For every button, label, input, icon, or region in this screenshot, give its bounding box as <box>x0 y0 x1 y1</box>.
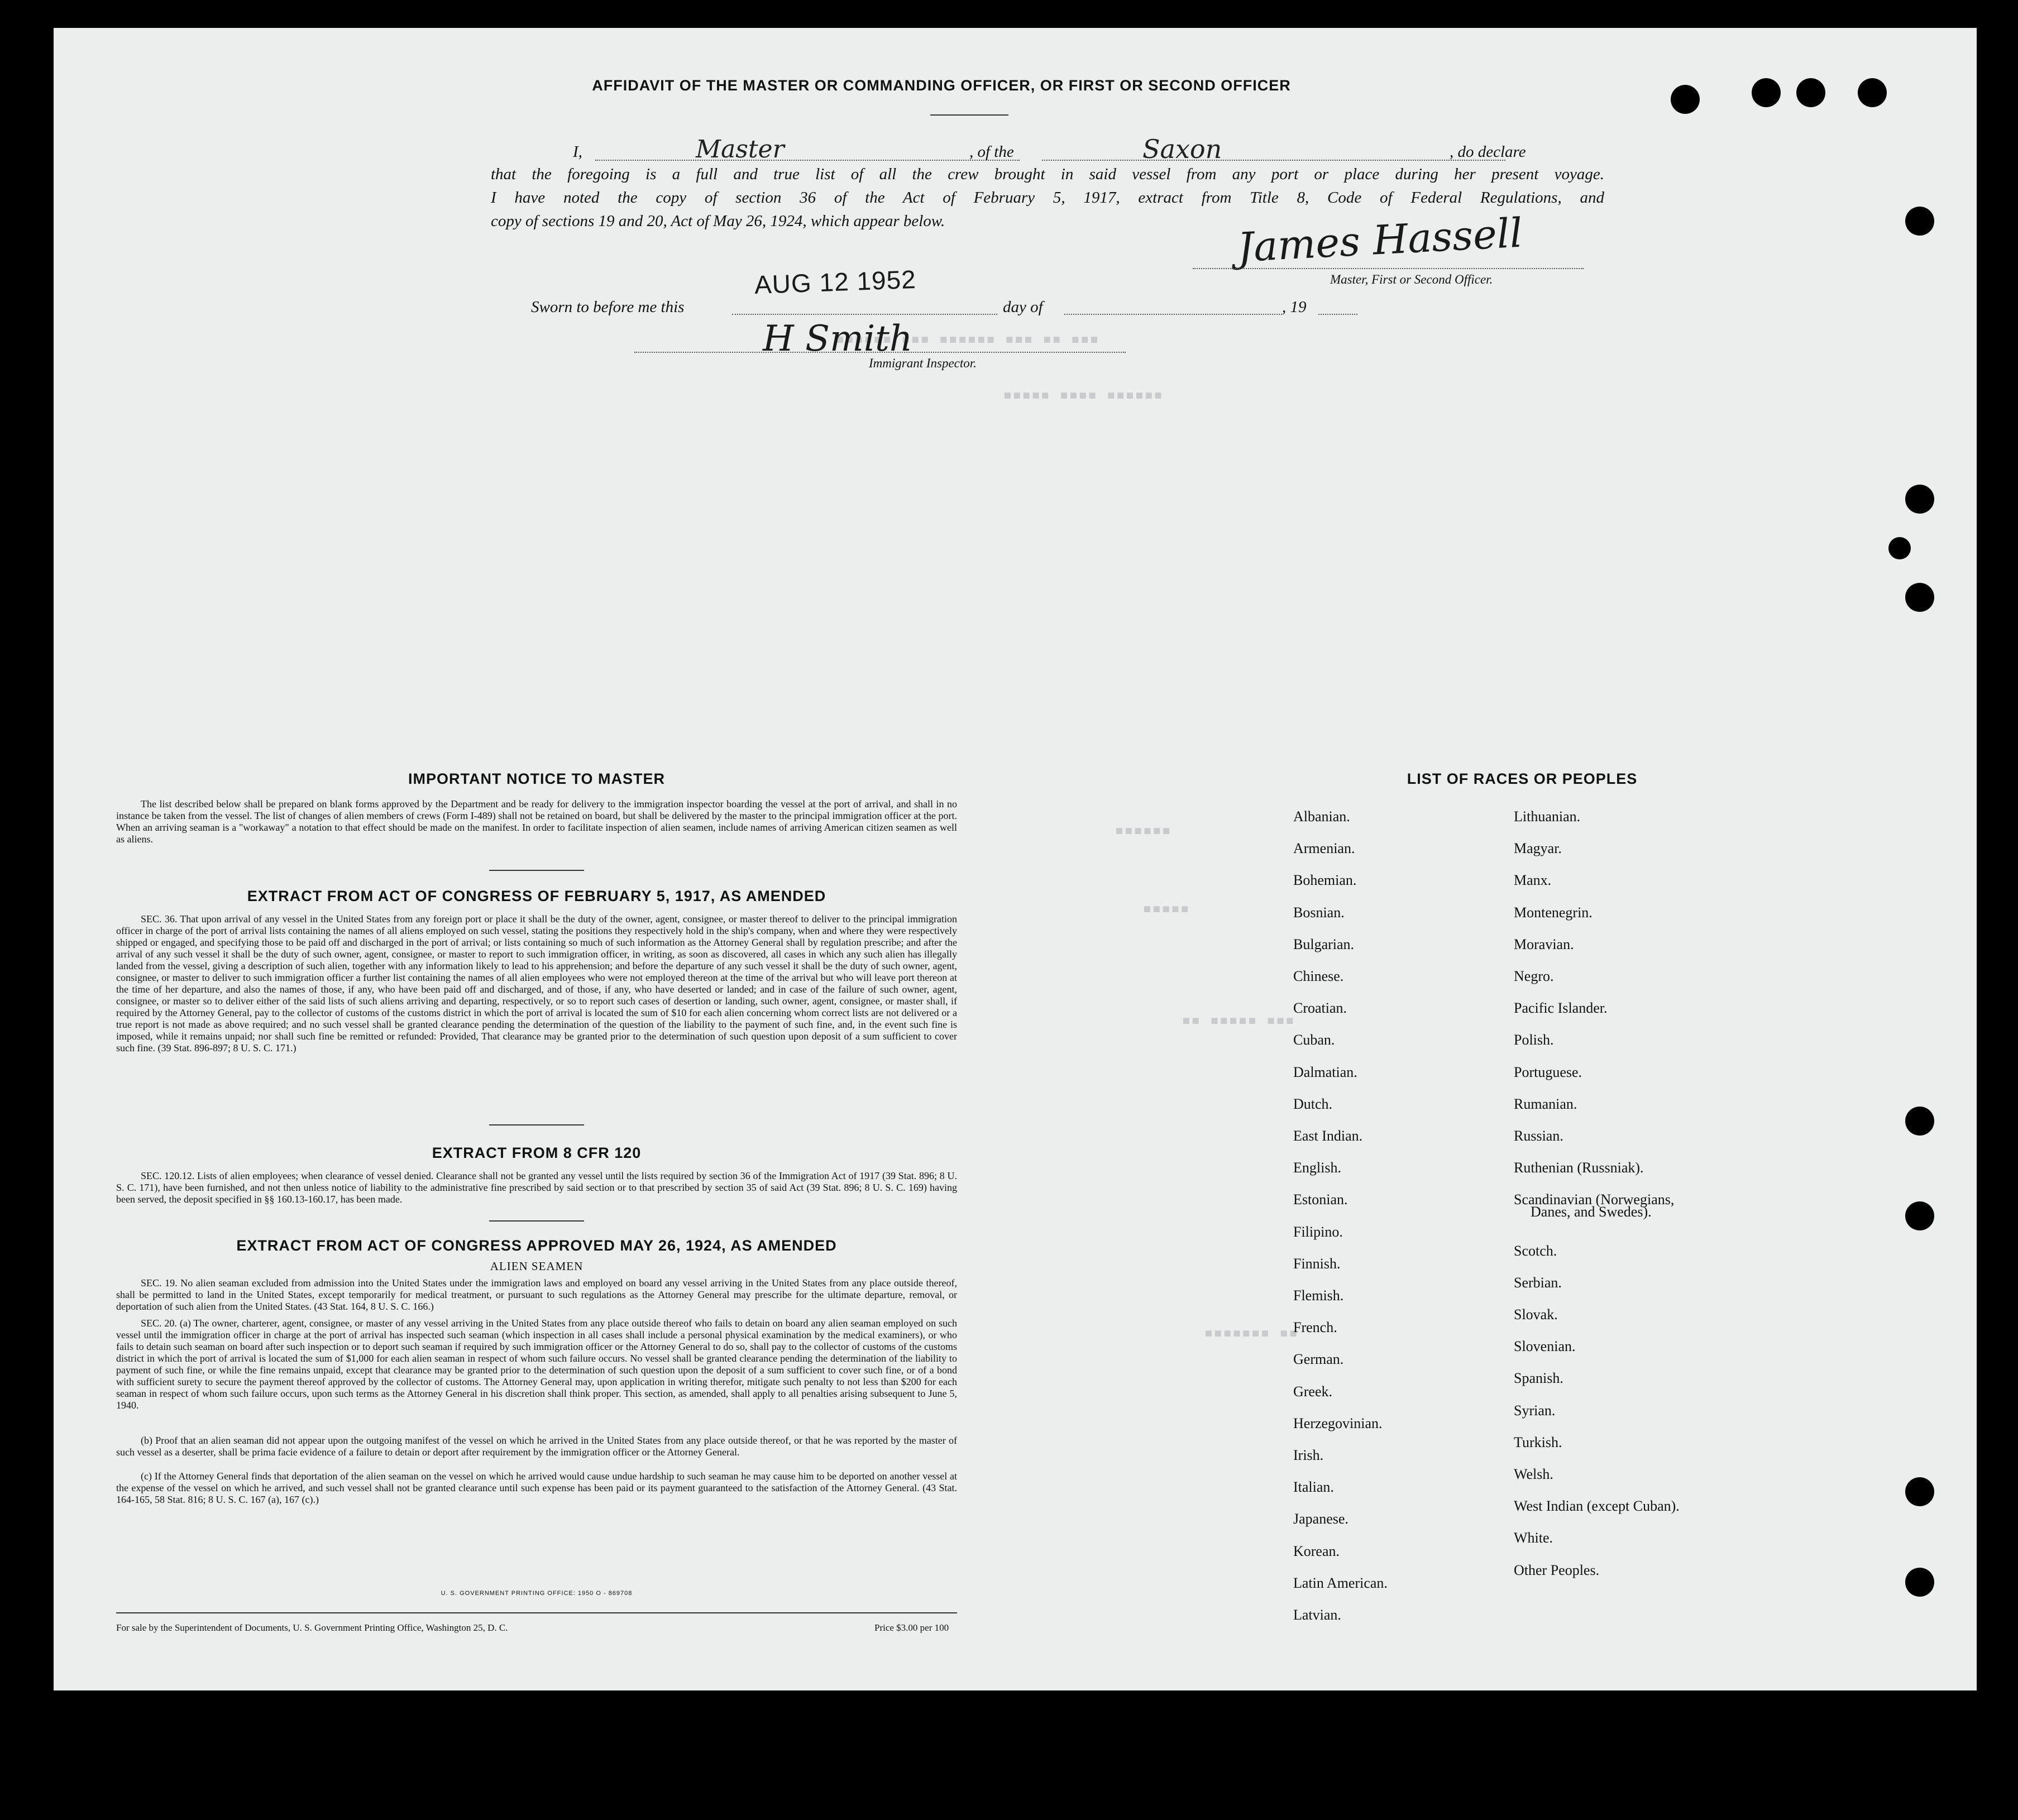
race-list-item: Armenian. <box>1293 840 1355 857</box>
extract-1924-sec20c: (c) If the Attorney General finds that deportation of the alien seaman on the vessel on which he arrived would cause undue hardship to such seaman he may cause him to be deported on another vessel at the expense of the vessel on which he arrived, and such vessel shall not be granted clearance until such expense has been paid or its payment guaranteed to the satisfaction of the Attorney General. (43 Stat. 164-165, 58 Stat. 816; 8 U. S. C. 167 (a), 167 (c).) <box>116 1471 957 1505</box>
extract-1917-title: EXTRACT FROM ACT OF CONGRESS OF FEBRUARY 5, 1917, AS AMENDED <box>247 888 826 904</box>
race-list-item: Syrian. <box>1514 1402 1556 1419</box>
punch-hole <box>1905 1201 1934 1230</box>
printing-office-line: U. S. GOVERNMENT PRINTING OFFICE: 1950 O - 869708 <box>441 1590 633 1597</box>
extract-8cfr-body: SEC. 120.12. Lists of alien employees; when clearance of vessel denied. Clearance shall not be granted any vessel until the lists required by section 36 of the Immigration Act of 1917 (39 Stat. 896; 8 U. S. C. 171), have been furnished, and not then unless notice of liability to the administrative fine prescribed by said section or to that prescribed by section 35 of said Act (39 Stat. 896; 8 U. S. C. 169) having been served, the deposit specified in §§ 160.13-160.17, has been made. <box>116 1170 957 1205</box>
bleed-through-mark: ▪▪▪▪▪▪▪ ▪▪ <box>1204 1323 1298 1342</box>
race-list-item: Cuban. <box>1293 1032 1335 1048</box>
bleed-through-mark: ▪▪▪▪▪ ▪▪▪▪ ▪▪▪▪▪▪ <box>1003 385 1163 404</box>
race-list-item: Dutch. <box>1293 1095 1333 1112</box>
race-list-item: Bulgarian. <box>1293 936 1355 952</box>
affidavit-line4: copy of sections 19 and 20, Act of May 26, 1924, which appear below. <box>491 212 945 230</box>
punch-hole <box>1905 583 1934 612</box>
race-list-item: Herzegovinian. <box>1293 1415 1383 1431</box>
extract-1924-sec20b: (b) Proof that an alien seaman did not appear upon the outgoing manifest of the vessel on which he arrived in the United States from any place outside thereof, or that he was reported by the master of such vessel as a deserter, shall be prima facie evidence of a failure to detain or deport after requirement by the immigration officer or the Attorney General. <box>116 1435 957 1458</box>
race-list-item: Finnish. <box>1293 1255 1341 1272</box>
race-list-item: German. <box>1293 1351 1344 1368</box>
race-list-item: Spanish. <box>1514 1370 1563 1387</box>
race-list-item: Slovak. <box>1514 1306 1558 1323</box>
race-list-item: Moravian. <box>1514 936 1574 952</box>
race-list-item: Dalmatian. <box>1293 1064 1357 1080</box>
rank-field-line <box>595 160 1020 161</box>
race-list-item: Lithuanian. <box>1514 808 1581 825</box>
extract-1917-body: SEC. 36. That upon arrival of any vessel in the United States from any foreign port or place it shall be the duty of the owner, agent, consignee, or master thereof to deliver to the principal immigration officer in charge of the port of arrival lists containing the names of all aliens employed on such vessel, stating the positions they respectively hold in the ship's company, when and where they were respectively shipped or engaged, and specifying those to be paid off and discharged in the port of arrival; or lists containing so much of such information as the Attorney General shall by regulation prescribe; and after the arrival of any such vessel it shall be the duty of such owner, agent, consignee, or master to report to such immigration officer, in writing, as soon as discovered, all cases in which any such alien has illegally landed from the vessel, giving a description of such alien, together with any information likely to lead to his apprehension; and before the departure of any such vessel it shall be the duty of such owner, agent, consignee, or master to deliver to such immigration officer a further list containing the names of all alien employees who were not employed thereon at the time of the arrival but who will leave port thereon at the time of her departure, and also the names of those, if any, who have been paid off and discharged, and of those, if any, who have deserted or landed; and in case of the failure of such owner, agent, consignee, or master so to deliver either of the said lists of such aliens arriving and departing, respectively, or so to report such cases of desertion or landing, such owner, agent, consignee, or master shall, if required by the Attorney General, pay to the collector of customs of the customs district in which the port of arrival is located the sum of $10 for each alien concerning whom correct lists are not delivered or a true report is not made as above required; and no such vessel shall be granted clearance pending the determination of the question of the liability to the payment of such fine, and, in the event such fine is imposed, while it remains unpaid; nor shall such fine be remitted or refunded: Provided, That clearance may be granted prior to the determination of such question upon deposit of a sum sufficient to cover such fine. (39 Stat. 896-897; 8 U. S. C. 171.) <box>116 913 957 1053</box>
race-list-item: English. <box>1293 1160 1341 1176</box>
race-list-item: Ruthenian (Russniak). <box>1514 1160 1644 1176</box>
footer-price: Price $3.00 per 100 <box>874 1622 949 1633</box>
punch-hole <box>1905 1568 1934 1597</box>
race-list-item: Other Peoples. <box>1514 1562 1600 1578</box>
race-list-item: Estonian. <box>1293 1191 1348 1208</box>
handwritten-rank: Master <box>696 135 785 164</box>
notice-title: IMPORTANT NOTICE TO MASTER <box>408 770 665 787</box>
races-title: LIST OF RACES OR PEOPLES <box>1407 770 1638 787</box>
race-list-item: Rumanian. <box>1514 1095 1577 1112</box>
race-list-item: Bosnian. <box>1293 904 1345 921</box>
race-list-item: Italian. <box>1293 1479 1334 1496</box>
extract-1924-title: EXTRACT FROM ACT OF CONGRESS APPROVED MAY 26, 1924, AS AMENDED <box>236 1237 837 1254</box>
date-stamp: AUG 12 1952 <box>754 264 917 300</box>
races-left-column <box>1293 801 1505 1631</box>
affidavit-line2: that the foregoing is a full and true list of all the crew brought in said vessel from any port or place during her present voyage. <box>491 165 1604 183</box>
punch-hole <box>1796 78 1825 107</box>
race-list-item: Filipino. <box>1293 1223 1343 1240</box>
bleed-through-mark: ▪▪▪▪▪▪ <box>1115 821 1171 839</box>
day-of-label: day of <box>1003 298 1043 316</box>
punch-hole <box>1905 207 1934 236</box>
year-prefix: , 19 <box>1282 298 1307 316</box>
race-list-item: Bohemian. <box>1293 872 1357 889</box>
punch-hole <box>1905 1107 1934 1136</box>
race-list-item: West Indian (except Cuban). <box>1514 1498 1680 1515</box>
bleed-through-mark: ▪▪ ▪▪▪▪▪ ▪▪▪ <box>1182 1010 1295 1029</box>
footer-sale-text: For sale by the Superintendent of Documents, U. S. Government Printing Office, Washington 25, D. C. <box>116 1622 508 1633</box>
race-list-item: Turkish. <box>1514 1434 1562 1450</box>
section-rule <box>489 870 584 871</box>
affidavit-title: AFFIDAVIT OF THE MASTER OR COMMANDING OFFICER, OR FIRST OR SECOND OFFICER <box>592 77 1291 94</box>
race-list-item: Pacific Islander. <box>1514 1000 1608 1017</box>
race-list-item: French. <box>1293 1319 1337 1336</box>
document-page <box>54 28 1977 1690</box>
vessel-field-line <box>1042 160 1505 161</box>
race-list-item: Albanian. <box>1293 808 1350 825</box>
races-right-column <box>1514 801 1849 1586</box>
race-list-item: Negro. <box>1514 968 1554 985</box>
race-list-item: Flemish. <box>1293 1287 1344 1304</box>
race-list-item: Greek. <box>1293 1383 1333 1400</box>
inspector-signature: H Smith <box>763 318 913 360</box>
race-list-item: Slovenian. <box>1514 1338 1576 1355</box>
extract-1924-subtitle: ALIEN SEAMEN <box>490 1259 584 1273</box>
extract-1924-sec20a: SEC. 20. (a) The owner, charterer, agent, consignee, or master of any vessel arriving in the United States from any place outside thereof who fails to detain on board any alien seaman employed on such vessel until the immigration officer in charge at the port of arrival has inspected such seaman (which inspection in all cases shall include a personal physical examination by the medical examiners), or who fails to detain such seaman on board after such inspection or to deport such seaman if required by such immigration officer or the Attorney General to do so, shall pay to the collector of customs of the customs district in which the port of arrival is located the sum of $1,000 for each alien seaman in respect of whom such failure occurs. No vessel shall be granted clearance pending the determination of the liability to payment of such fine, or while the fine remains unpaid, except that clearance may be granted prior to the determination of such question upon the deposit of a sum sufficient to cover such fine, or of a bond with sufficient surety to secure the payment thereof approved by the collector of customs. The Attorney General may, upon application in writing therefor, mitigate such penalty to not less than $200 for each seaman in respect of whom such failure occurs, upon such terms as the Attorney General in his discretion shall think proper. This section, as amended, shall apply to all penalties arising subsequent to June 5, 1940. <box>116 1318 957 1411</box>
race-list-item: Chinese. <box>1293 968 1344 985</box>
race-list-item: Latvian. <box>1293 1607 1341 1623</box>
title-rule <box>930 114 1008 116</box>
race-list-item: Manx. <box>1514 872 1552 889</box>
bleed-through-mark: ▪▪▪▪▪▪ ▪▪▪ ▪▪▪▪▪▪ ▪▪▪ ▪▪ ▪▪▪ <box>835 329 1099 348</box>
master-signature: James Hassell <box>1236 209 1524 271</box>
sworn-prefix: Sworn to before me this <box>531 298 685 316</box>
bleed-through-mark: ▪▪▪▪▪ <box>1142 899 1190 917</box>
race-list-item: Danes, and Swedes). <box>1531 1203 1652 1220</box>
race-list-item: Irish. <box>1293 1447 1324 1464</box>
punch-hole <box>1752 78 1781 107</box>
race-list-item: Croatian. <box>1293 1000 1347 1017</box>
race-list-item: Montenegrin. <box>1514 904 1593 921</box>
race-list-item: Japanese. <box>1293 1511 1348 1527</box>
race-list-item: Portuguese. <box>1514 1064 1582 1080</box>
race-list-item: Korean. <box>1293 1543 1340 1559</box>
affidavit-i: I, <box>573 143 582 161</box>
master-signature-line <box>1193 268 1584 269</box>
extract-8cfr-title: EXTRACT FROM 8 CFR 120 <box>432 1144 642 1161</box>
race-list-item: Russian. <box>1514 1128 1563 1144</box>
race-list-item: Magyar. <box>1514 840 1562 857</box>
punch-hole <box>1858 78 1887 107</box>
footer-rule <box>116 1612 957 1613</box>
inspector-signature-line <box>634 352 1126 353</box>
year-field-line <box>1318 314 1357 315</box>
race-list-item: Polish. <box>1514 1032 1554 1048</box>
punch-hole <box>1905 485 1934 514</box>
race-list-item: East Indian. <box>1293 1128 1363 1144</box>
extract-1924-sec19: SEC. 19. No alien seaman excluded from admission into the United States under the immigration laws and employed on board any vessel arriving in the United States from any place outside thereof, shall be permitted to land in the United States, except temporarily for medical treatment, or pursuant to such regulations as the Attorney General may prescribe for the ultimate departure, removal, or deportation of such alien from the United States. (43 Stat. 164, 8 U. S. C. 166.) <box>116 1277 957 1312</box>
punch-hole <box>1888 537 1911 559</box>
handwritten-vessel: Saxon <box>1142 134 1222 164</box>
affidavit-of-the: , of the <box>969 143 1014 161</box>
race-list-item: Latin American. <box>1293 1574 1388 1591</box>
race-list-item: White. <box>1514 1530 1553 1546</box>
sworn-date-line <box>732 314 997 315</box>
affidavit-do-declare: , do declare <box>1450 143 1526 161</box>
race-list-item: Welsh. <box>1514 1466 1553 1483</box>
punch-hole <box>1671 85 1700 114</box>
race-list-item: Scotch. <box>1514 1242 1557 1259</box>
punch-hole <box>1905 1477 1934 1506</box>
month-field-line <box>1064 314 1282 315</box>
inspector-caption: Immigrant Inspector. <box>869 356 977 370</box>
master-caption: Master, First or Second Officer. <box>1330 272 1493 286</box>
affidavit-line3: I have noted the copy of section 36 of the Act of February 5, 1917, extract from Title 8, Code of Federal Regulations, and <box>491 189 1604 207</box>
notice-body: The list described below shall be prepared on blank forms approved by the Department and be ready for delivery to the immigration inspector boarding the vessel at the port of arrival, and shall in no instance be taken from the vessel. The list of changes of alien members of crews (Form I-489) shall not be retained on board, but shall be delivered by the master to the principal immigration officer at the port. When an arriving seaman is a "workaway" a notation to that effect should be made on the manifest. In order to facilitate inspection of alien seamen, include names of arriving American citizen seamen as well as aliens. <box>116 798 957 845</box>
section-rule <box>489 1124 584 1125</box>
race-list-item: Serbian. <box>1514 1274 1562 1291</box>
section-rule <box>489 1220 584 1222</box>
race-list-item: Scandinavian (Norwegians, <box>1514 1191 1675 1208</box>
